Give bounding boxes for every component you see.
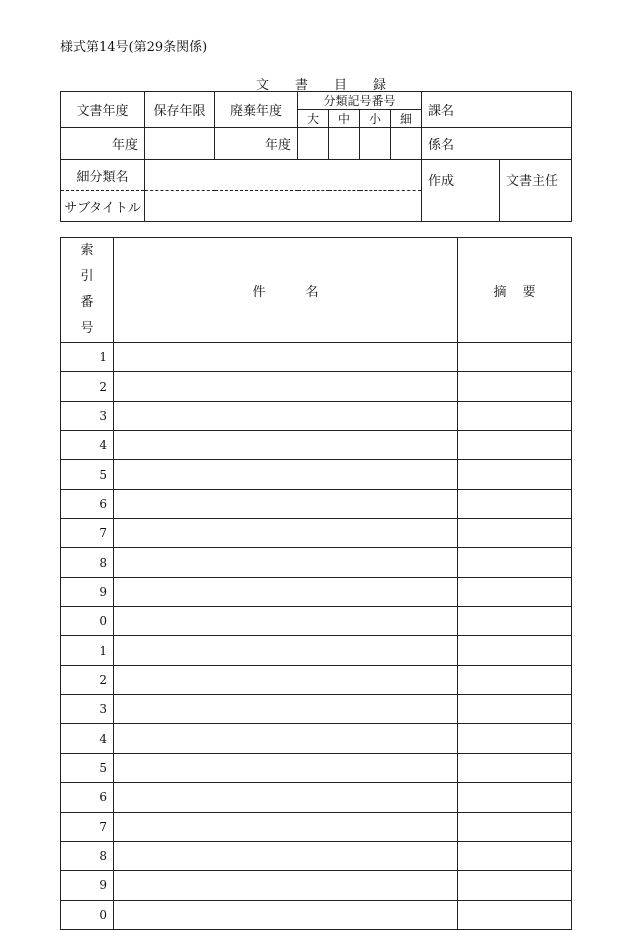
class-minor-field[interactable] bbox=[360, 128, 391, 160]
row-number: 0 bbox=[61, 900, 114, 929]
item-name-cell[interactable] bbox=[114, 431, 458, 460]
summary-cell[interactable] bbox=[458, 783, 572, 812]
class-detail-field[interactable] bbox=[391, 128, 422, 160]
summary-cell[interactable] bbox=[458, 871, 572, 900]
row-number: 7 bbox=[61, 812, 114, 841]
subtitle-label: サブタイトル bbox=[61, 191, 145, 222]
class-minor-label: 小 bbox=[360, 110, 391, 128]
doc-year-field[interactable]: 年度 bbox=[61, 128, 145, 160]
row-number: 9 bbox=[61, 871, 114, 900]
row-number: 4 bbox=[61, 724, 114, 753]
sub-class-name-label: 細分類名 bbox=[61, 160, 145, 191]
title-char: 目 bbox=[334, 78, 348, 93]
index-head-char: 番 bbox=[80, 295, 94, 310]
class-middle-label: 中 bbox=[329, 110, 360, 128]
title-char: 文 bbox=[256, 78, 270, 93]
item-name-cell[interactable] bbox=[114, 695, 458, 724]
item-name-cell[interactable] bbox=[114, 577, 458, 606]
item-name-cell[interactable] bbox=[114, 607, 458, 636]
summary-cell[interactable] bbox=[458, 343, 572, 372]
title-char: 書 bbox=[295, 78, 309, 93]
retention-label: 保存年限 bbox=[145, 92, 215, 128]
summary-cell[interactable] bbox=[458, 548, 572, 577]
index-table bbox=[60, 237, 572, 930]
title-char: 録 bbox=[373, 78, 387, 93]
row-number: 6 bbox=[61, 783, 114, 812]
summary-cell[interactable] bbox=[458, 460, 572, 489]
summary-cell[interactable] bbox=[458, 489, 572, 518]
summary-char: 摘 bbox=[493, 284, 507, 300]
summary-cell[interactable] bbox=[458, 431, 572, 460]
row-number: 5 bbox=[61, 753, 114, 782]
row-number: 0 bbox=[61, 607, 114, 636]
row-number: 1 bbox=[61, 636, 114, 665]
item-name-cell[interactable] bbox=[114, 753, 458, 782]
doc-year-label: 文書年度 bbox=[61, 92, 145, 128]
summary-cell[interactable] bbox=[458, 519, 572, 548]
class-major-label: 大 bbox=[298, 110, 329, 128]
subtitle-field[interactable] bbox=[145, 191, 422, 222]
item-name-cell[interactable] bbox=[114, 724, 458, 753]
class-middle-field[interactable] bbox=[329, 128, 360, 160]
item-name-cell[interactable] bbox=[114, 343, 458, 372]
item-name-cell[interactable] bbox=[114, 665, 458, 694]
row-number: 2 bbox=[61, 372, 114, 401]
item-name-header bbox=[114, 238, 458, 343]
row-number: 3 bbox=[61, 401, 114, 430]
summary-cell[interactable] bbox=[458, 401, 572, 430]
summary-cell[interactable] bbox=[458, 577, 572, 606]
row-number: 8 bbox=[61, 841, 114, 870]
row-number: 1 bbox=[61, 343, 114, 372]
row-number: 7 bbox=[61, 519, 114, 548]
summary-cell[interactable] bbox=[458, 372, 572, 401]
item-name-cell[interactable] bbox=[114, 636, 458, 665]
item-name-cell[interactable] bbox=[114, 871, 458, 900]
disposal-year-label: 廃棄年度 bbox=[215, 92, 298, 128]
index-number-header bbox=[61, 238, 114, 343]
summary-cell[interactable] bbox=[458, 636, 572, 665]
class-code-label: 分類記号番号 bbox=[298, 92, 422, 110]
row-number: 9 bbox=[61, 577, 114, 606]
created-label: 作成 bbox=[422, 160, 500, 222]
item-name-char: 件 bbox=[252, 284, 266, 300]
summary-header bbox=[458, 238, 572, 343]
item-name-cell[interactable] bbox=[114, 548, 458, 577]
summary-cell[interactable] bbox=[458, 695, 572, 724]
item-name-cell[interactable] bbox=[114, 783, 458, 812]
class-detail-label: 細 bbox=[391, 110, 422, 128]
sub-class-name-field[interactable] bbox=[145, 160, 422, 191]
item-name-cell[interactable] bbox=[114, 841, 458, 870]
item-name-cell[interactable] bbox=[114, 900, 458, 929]
retention-field[interactable] bbox=[145, 128, 215, 160]
summary-cell[interactable] bbox=[458, 841, 572, 870]
row-number: 6 bbox=[61, 489, 114, 518]
item-name-cell[interactable] bbox=[114, 812, 458, 841]
header-table bbox=[60, 91, 572, 222]
unit-label: 係名 bbox=[422, 128, 572, 160]
section-label: 課名 bbox=[422, 92, 572, 128]
row-number: 4 bbox=[61, 431, 114, 460]
item-name-cell[interactable] bbox=[114, 372, 458, 401]
item-name-cell[interactable] bbox=[114, 460, 458, 489]
class-major-field[interactable] bbox=[298, 128, 329, 160]
summary-cell[interactable] bbox=[458, 900, 572, 929]
item-name-cell[interactable] bbox=[114, 519, 458, 548]
index-head-char: 索 bbox=[80, 243, 94, 258]
disposal-year-field[interactable]: 年度 bbox=[215, 128, 298, 160]
item-name-char: 名 bbox=[305, 284, 319, 300]
officer-label: 文書主任 bbox=[500, 160, 572, 222]
item-name-cell[interactable] bbox=[114, 489, 458, 518]
index-head-char: 引 bbox=[80, 269, 94, 284]
summary-cell[interactable] bbox=[458, 753, 572, 782]
summary-cell[interactable] bbox=[458, 607, 572, 636]
item-name-cell[interactable] bbox=[114, 401, 458, 430]
row-number: 2 bbox=[61, 665, 114, 694]
form-number: 様式第14号(第29条関係) bbox=[60, 40, 208, 55]
row-number: 5 bbox=[61, 460, 114, 489]
summary-cell[interactable] bbox=[458, 812, 572, 841]
summary-cell[interactable] bbox=[458, 724, 572, 753]
index-head-char: 号 bbox=[80, 321, 94, 336]
summary-cell[interactable] bbox=[458, 665, 572, 694]
row-number: 8 bbox=[61, 548, 114, 577]
row-number: 3 bbox=[61, 695, 114, 724]
summary-char: 要 bbox=[522, 284, 536, 300]
